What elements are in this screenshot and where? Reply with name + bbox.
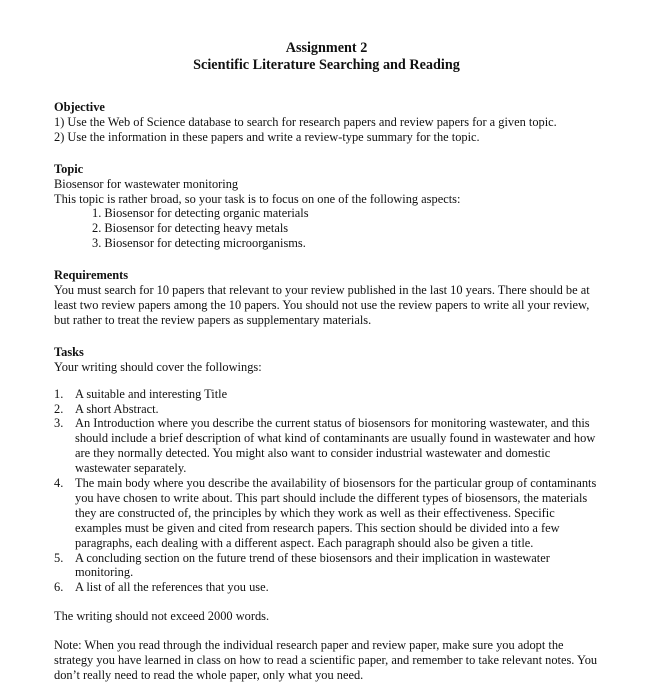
tasks-section [54,345,599,596]
task-text: The main body where you describe the availability of biosensors for the particular group of contaminants you have chosen to write about. This part should include the different types of biosensors, the materials they are constructed of, the principles by which they work as well as their effectiveness. Specific examples must be given and cited from research papers. This section should be divided into a few paragraphs, each dealing with a different aspect. Each paragraph should also be given a title. [75,476,597,550]
task-number: 3. [54,416,64,431]
task-text: A suitable and interesting Title [75,386,228,401]
document-page [54,40,599,683]
word-limit-text: The writing should not exceed 2000 words. [54,609,270,624]
task-number: 6. [54,580,64,595]
aspect-list [54,206,599,251]
aspect-item: 2. Biosensor for detecting heavy metals [92,221,289,236]
tasks-intro: Your writing should cover the followings: [54,359,262,374]
objective-section [54,100,599,145]
requirements-section [54,268,599,328]
task-number: 2. [54,401,64,416]
objective-line-1: 1) Use the Web of Science database to search for research papers and review papers for a given topic. [54,114,557,129]
requirements-text: You must search for 10 papers that relevant to your review published in the last 10 years. There should be at least two review papers among the 10 papers. You should not use the review papers to write all your review, but rather to treat the review papers as supplementary materials. [54,283,590,327]
aspect-item: 1. Biosensor for detecting organic materials [92,206,309,221]
objective-heading: Objective [54,100,105,114]
task-item [54,416,599,476]
task-list [54,387,599,596]
task-text: A concluding section on the future trend of these biosensors and their implication in wastewater monitoring. [75,550,550,580]
task-item [54,402,599,417]
requirements-heading: Requirements [54,268,129,283]
task-number: 5. [54,550,64,565]
task-item [54,551,599,581]
task-text: An Introduction where you describe the current status of biosensors for monitoring wastewater, and this should include a brief description of what kind of contaminants are usually found in wastewater and how are they normally detected. You might also want to consider industrial wastewater and domestic wastewater separately. [75,416,596,476]
topic-intro: This topic is rather broad, so your task is to focus on one of the following aspects: [54,191,461,206]
topic-heading: Topic [54,161,84,176]
task-number: 1. [54,386,64,401]
document-title-line-1: Assignment 2 [285,40,368,56]
topic-section [54,162,599,251]
task-item [54,580,599,595]
task-item [54,387,599,402]
note-text: Note: When you read through the individual research paper and review paper, make sure you adopt the strategy you have learned in class on how to read a scientific paper, and remember to take relevant notes. You don’t really need to read the whole paper, only what you need. [54,638,598,682]
aspect-item: 3. Biosensor for detecting microorganisms. [92,236,306,251]
task-item [54,476,599,551]
objective-line-2: 2) Use the information in these papers and write a review-type summary for the topic. [54,129,480,144]
task-text: A list of all the references that you use. [75,580,269,595]
task-number: 4. [54,476,64,491]
task-text: A short Abstract. [75,401,159,416]
tasks-heading: Tasks [54,344,84,359]
document-title-line-2: Scientific Literature Searching and Reading [193,57,460,73]
topic-subject: Biosensor for wastewater monitoring [54,176,239,191]
